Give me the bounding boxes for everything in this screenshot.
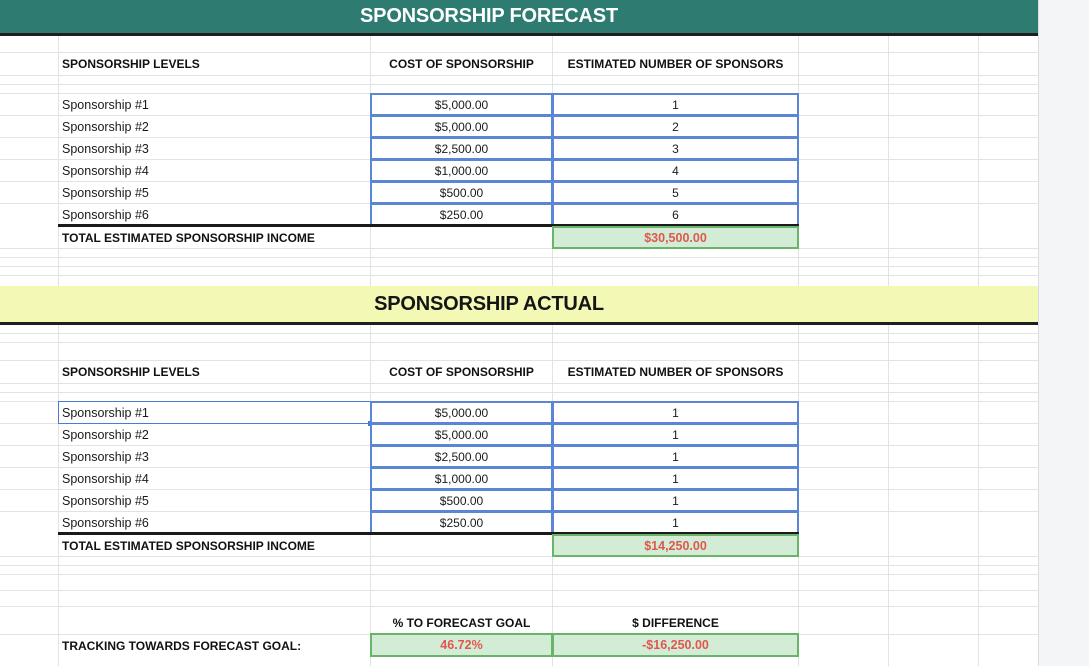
actual-cost-cell[interactable]: $5,000.00 — [370, 401, 553, 424]
forecast-count-cell[interactable]: 4 — [552, 159, 799, 182]
forecast-count-cell[interactable]: 5 — [552, 181, 799, 204]
forecast-level-label[interactable]: Sponsorship #4 — [62, 164, 149, 178]
actual-level-label[interactable]: Sponsorship #3 — [62, 450, 149, 464]
actual-count-cell[interactable]: 1 — [552, 423, 799, 446]
forecast-count-cell[interactable]: 1 — [552, 93, 799, 116]
forecast-count-cell[interactable]: 2 — [552, 115, 799, 138]
forecast-cost-header: COST OF SPONSORSHIP — [389, 57, 534, 71]
actual-levels-header: SPONSORSHIP LEVELS — [62, 365, 200, 379]
actual-total-label: TOTAL ESTIMATED SPONSORSHIP INCOME — [62, 538, 315, 553]
actual-level-label[interactable]: Sponsorship #2 — [62, 428, 149, 442]
forecast-cost-cell[interactable]: $500.00 — [370, 181, 553, 204]
actual-count-cell[interactable]: 1 — [552, 511, 799, 534]
forecast-banner — [0, 0, 1038, 36]
forecast-cost-cell[interactable]: $1,000.00 — [370, 159, 553, 182]
forecast-total-value[interactable]: $30,500.00 — [552, 226, 799, 249]
difference-value[interactable]: -$16,250.00 — [552, 633, 799, 657]
actual-count-header: ESTIMATED NUMBER OF SPONSORS — [567, 365, 784, 379]
actual-count-cell[interactable]: 1 — [552, 489, 799, 512]
actual-level-label[interactable]: Sponsorship #6 — [62, 515, 149, 530]
actual-cost-cell[interactable]: $500.00 — [370, 489, 553, 512]
forecast-levels-header: SPONSORSHIP LEVELS — [62, 57, 200, 71]
forecast-title: SPONSORSHIP FORECAST — [360, 5, 618, 27]
forecast-cost-cell[interactable]: $5,000.00 — [370, 93, 553, 116]
forecast-count-cell[interactable]: 6 — [552, 203, 799, 226]
forecast-level-label[interactable]: Sponsorship #1 — [62, 98, 149, 112]
forecast-level-label[interactable]: Sponsorship #5 — [62, 186, 149, 200]
actual-level-label[interactable]: Sponsorship #4 — [62, 472, 149, 486]
pct-goal-header: % TO FORECAST GOAL — [392, 616, 531, 630]
forecast-level-label[interactable]: Sponsorship #2 — [62, 120, 149, 134]
actual-count-cell[interactable]: 1 — [552, 445, 799, 468]
forecast-total-label: TOTAL ESTIMATED SPONSORSHIP INCOME — [62, 230, 315, 245]
selected-cell-outline — [58, 401, 371, 424]
actual-cost-cell[interactable]: $250.00 — [370, 511, 553, 534]
actual-cost-cell[interactable]: $5,000.00 — [370, 423, 553, 446]
actual-cost-cell[interactable]: $2,500.00 — [370, 445, 553, 468]
actual-level-label[interactable]: Sponsorship #1 — [62, 406, 149, 420]
actual-title: SPONSORSHIP ACTUAL — [374, 292, 604, 315]
forecast-level-label[interactable]: Sponsorship #6 — [62, 207, 149, 222]
forecast-cost-cell[interactable]: $2,500.00 — [370, 137, 553, 160]
actual-count-cell[interactable]: 1 — [552, 467, 799, 490]
actual-cost-cell[interactable]: $1,000.00 — [370, 467, 553, 490]
forecast-count-cell[interactable]: 3 — [552, 137, 799, 160]
actual-level-label[interactable]: Sponsorship #5 — [62, 494, 149, 508]
right-gutter — [1038, 0, 1089, 666]
forecast-count-header: ESTIMATED NUMBER OF SPONSORS — [567, 57, 784, 71]
forecast-level-label[interactable]: Sponsorship #3 — [62, 142, 149, 156]
tracking-label: TRACKING TOWARDS FORECAST GOAL: — [62, 639, 302, 653]
actual-banner — [0, 286, 1038, 325]
forecast-cost-cell[interactable]: $250.00 — [370, 203, 553, 226]
pct-goal-value[interactable]: 46.72% — [370, 633, 553, 657]
actual-total-value[interactable]: $14,250.00 — [552, 534, 799, 557]
actual-cost-header: COST OF SPONSORSHIP — [389, 365, 534, 379]
forecast-cost-cell[interactable]: $5,000.00 — [370, 115, 553, 138]
difference-header: $ DIFFERENCE — [632, 616, 719, 630]
actual-count-cell[interactable]: 1 — [552, 401, 799, 424]
